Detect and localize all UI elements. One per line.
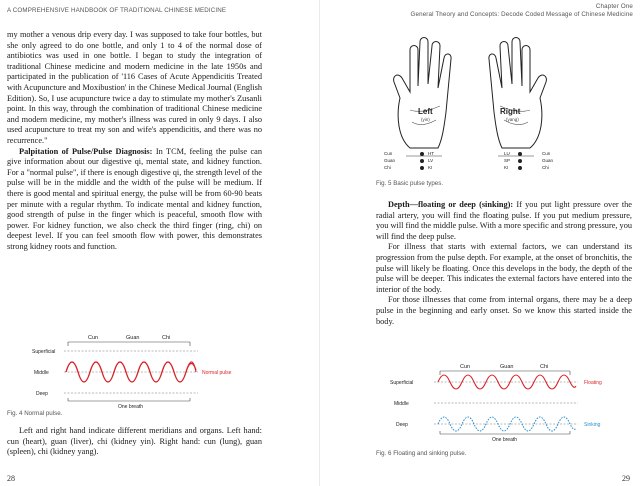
paragraph: Left and right hand indicate different meridians and organs. Left hand: cun (heart), guan (liver), chi (kidney yin). Right hand: cun (lung), guan (spleen), chi (kidney yang). (7, 426, 262, 457)
paragraph (7, 147, 262, 253)
paragraph-heading: Palpitation of Pulse/Pulse Diagnosis: (19, 146, 153, 156)
right-hand-sub: (yang) (506, 117, 519, 122)
fig6-level-superficial: Superficial (390, 380, 414, 386)
running-head-title: General Theory and Concepts: Decode Coded Message of Chinese Medicine (410, 11, 633, 18)
right-page (320, 0, 640, 486)
running-head-right (411, 3, 633, 19)
page-number-right: 29 (622, 474, 630, 483)
fig6-series-sinking: Sinking (584, 422, 601, 428)
figure-floating-sinking-pulse (380, 360, 630, 444)
page-number-left: 28 (7, 474, 15, 483)
fig6-level-deep: Deep (396, 422, 408, 428)
fig6-label-cun: Cun (460, 364, 471, 370)
fig4-series-label: Normal pulse (202, 370, 232, 376)
running-head-chapter: Chapter One (595, 3, 633, 10)
paragraph: For those illnesses that come from internal organs, there may be a deep pulse in the beginning and early onset. So we know this started inside the body. (376, 295, 632, 326)
fig6-level-middle: Middle (394, 401, 409, 407)
left-organ-lv: LV (428, 158, 434, 163)
fig6-caption: Fig. 6 Floating and sinking pulse. (376, 450, 467, 457)
paragraph-text: In TCM, feeling the pulse can give information about our digestive qi, mental state, and kidney function. For a "normal pulse", if there is enough digestive qi, the strength level of the pulse will be in the middle and the width of the pulse will be medium. If there is good mental and spiritual energy, the pulse will be from 60-90 beats per minute with a regular rhythm. To indicate mental and kidney function, good strength of pulse in the finger which is peaceful, smooth flow with power. For kidney function, we also check the third finger (ring, chi) on deepest level. If you can feel smooth flow with power, this demonstrates strong kidney roots and function. (7, 146, 262, 251)
right-body-text (376, 200, 632, 327)
right-hand-label: Right (500, 107, 521, 116)
left-organ-ht: HT (428, 151, 434, 156)
paragraph-heading: Depth—floating or deep (sinking): (388, 200, 514, 209)
fig4-label-guan: Guan (126, 335, 140, 341)
left-organ-ki: KI (428, 165, 433, 170)
fig6-label-chi: Chi (540, 364, 549, 370)
fig4-caption: Fig. 4 Normal pulse. (7, 410, 63, 417)
left-body-text (7, 30, 262, 252)
fig4-level-superficial: Superficial (32, 349, 56, 355)
left-pos-cun: Cun (384, 151, 393, 156)
paragraph (376, 200, 632, 242)
fig6-label-guan: Guan (500, 364, 514, 370)
fig5-caption: Fig. 5 Basic pulse types. (376, 180, 444, 187)
paragraph-text: If you put light pressure over the radial artery, you will find the floating pulse. If you put medium pressure, you will find the middle pulse. With a more specific and strong pressure, you will find the deep pulse. (376, 200, 632, 241)
left-pos-guan: Guan (384, 158, 396, 163)
left-body-text-2 (7, 426, 262, 458)
figure-basic-pulse-types (370, 26, 570, 176)
fig6-one-breath: One breath (492, 437, 518, 443)
left-hand-illustration (394, 38, 451, 171)
figure-normal-pulse (30, 330, 240, 410)
right-organ-sp: SP (504, 158, 511, 163)
right-hand-illustration (489, 38, 546, 171)
fig4-level-deep: Deep (36, 391, 48, 397)
right-organ-ki: KI (504, 165, 509, 170)
paragraph: For illness that starts with external factors, we can understand its progression from the pulse depth. For example, at the onset of bronchitis, the pulse will likely be floating. Once this develops in the body, the depth of the pulse will be deeper. This indicates the external factors have entered into the interior of the body. (376, 242, 632, 294)
left-pos-chi: Chi (384, 165, 391, 170)
fig4-one-breath: One breath (118, 404, 144, 410)
left-hand-sub: (yin) (421, 117, 430, 122)
fig4-level-middle: Middle (34, 370, 49, 376)
fig4-label-cun: Cun (88, 335, 99, 341)
paragraph: my mother a venous drip every day. I was supposed to take four bottles, but she only agreed to do one bottle, and only 1 to 4 of the normal dose of antibiotics was used in one bottle. I began to study the integration of traditional Chinese medicine and modern medicine in the late 1950s and participated in the publication of '116 Cases of Acute Appendicitis Treated with Acupuncture and Moxibustion' in the Chinese Medical Journal (English Edition). So, I use acupuncture twice a day to stimulate my mother's Zusanli point. In this way, through the combination of traditional Chinese medicine and modern medicine, my mother's illness was cured in only 9 days. I also used acupuncture to treat my son and wife's appendicitis, and there was no recurrence." (7, 30, 262, 145)
right-pos-cun: Cun (542, 151, 551, 156)
right-pos-chi: Chi (542, 165, 549, 170)
fig6-series-floating: Floating (584, 380, 602, 386)
running-head-left: A COMPREHENSIVE HANDBOOK OF TRADITIONAL CHINESE MEDICINE (7, 7, 227, 14)
right-pos-guan: Guan (542, 158, 554, 163)
right-organ-lu: LU (504, 151, 510, 156)
fig4-label-chi: Chi (162, 335, 171, 341)
left-hand-label: Left (418, 107, 433, 116)
